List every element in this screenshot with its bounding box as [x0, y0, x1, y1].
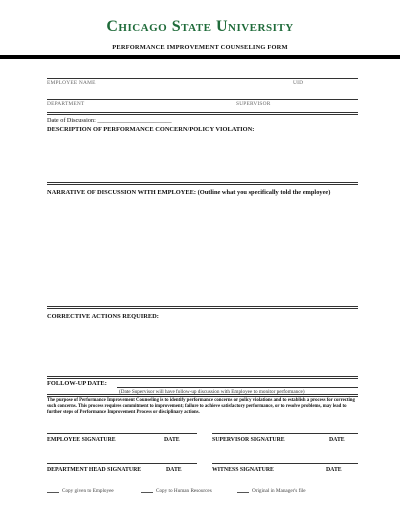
department-head-signature-line [47, 463, 197, 464]
employee-name-line [47, 78, 358, 79]
fields-divider [47, 112, 358, 115]
description-heading: DESCRIPTION OF PERFORMANCE CONCERN/POLICY VIOLATION: [47, 126, 255, 133]
witness-signature-label: WITNESS SIGNATURE [212, 467, 274, 473]
purpose-paragraph: The purpose of Performance Improvement Counseling is to identify performance concerns or policy violations and to establish a process for correcting such concerns. This process requires commitment to improvement; failure to achieve satisfactory performance, or to resolve problems, may lead to further steps of Performance Improvement Process or disciplinary actions. [47, 398, 355, 416]
corrective-actions-heading: CORRECTIVE ACTIONS REQUIRED: [47, 313, 159, 320]
copy-managers-file-label: Original in Manager's file [252, 488, 306, 494]
follow-up-divider [47, 394, 358, 397]
copy-hr [141, 488, 212, 494]
follow-up-heading: FOLLOW-UP DATE: [47, 380, 107, 387]
supervisor-signature-line [212, 433, 358, 434]
supervisor-label: SUPERVISOR [236, 101, 271, 107]
employee-signature-label: EMPLOYEE SIGNATURE [47, 437, 116, 443]
uid-label: UID [293, 80, 304, 86]
witness-signature-line [212, 463, 358, 464]
department-head-date-label: DATE [166, 467, 182, 473]
employee-signature-line [47, 433, 197, 434]
copy-hr-blank [141, 492, 153, 493]
employee-name-label: EMPLOYEE NAME [47, 80, 96, 86]
narrative-heading: NARRATIVE OF DISCUSSION WITH EMPLOYEE: (Outline what you specifically told the employee) [47, 189, 331, 196]
form-title: PERFORMANCE IMPROVEMENT COUNSELING FORM [112, 44, 288, 51]
follow-up-note: (Date Supervisor will have follow-up discussion with Employee to monitor performance) [119, 389, 305, 395]
university-logo [0, 18, 400, 36]
supervisor-date-label: DATE [329, 437, 345, 443]
copy-employee-label: Copy given to Employee [62, 488, 114, 494]
supervisor-signature-label: SUPERVISOR SIGNATURE [212, 437, 285, 443]
header-divider [0, 55, 400, 59]
department-line [47, 99, 358, 100]
follow-up-line [117, 387, 358, 388]
department-label: DEPARTMENT [47, 101, 85, 107]
copy-employee [47, 488, 114, 494]
description-divider [47, 182, 358, 185]
copy-employee-blank [47, 492, 59, 493]
date-of-discussion: Date of Discussion: ________________________ [47, 117, 172, 124]
department-head-signature-label: DEPARTMENT HEAD SIGNATURE [47, 467, 142, 473]
copy-managers-file [237, 488, 306, 494]
witness-date-label: DATE [326, 467, 342, 473]
narrative-divider [47, 306, 358, 309]
copy-managers-file-blank [237, 492, 249, 493]
university-name: Chicago State University [106, 18, 294, 35]
corrective-divider [47, 376, 358, 379]
copy-hr-label: Copy to Human Resources [156, 488, 212, 494]
employee-date-label: DATE [164, 437, 180, 443]
